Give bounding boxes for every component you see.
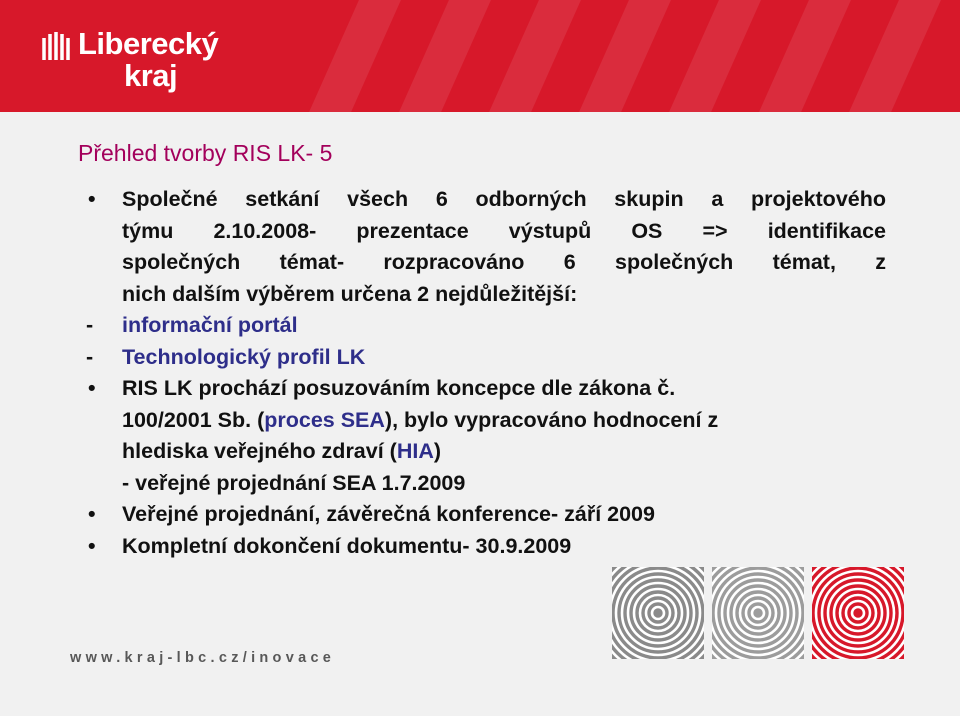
liberecky-kraj-logo[interactable] — [42, 26, 232, 96]
logo-mark-icon — [42, 30, 74, 64]
dash-item: - Technologický profil LK — [86, 344, 366, 369]
bullet-icon: • — [88, 187, 96, 211]
bullet-icon: • — [88, 502, 96, 526]
text-line: 100/2001 Sb. (proces SEA), bylo vypracováno hodnocení z — [122, 407, 719, 432]
bullet-item: • RIS LK prochází posuzováním koncepce dle zákona č. — [86, 373, 886, 405]
footer-url[interactable]: www.kraj-lbc.cz/inovace — [70, 650, 336, 666]
concentric-circles-icon — [712, 567, 804, 659]
bullet-item: • Kompletní dokončení dokumentu- 30.9.2009 — [86, 531, 886, 563]
text-line: - veřejné projednání SEA 1.7.2009 — [122, 470, 466, 495]
slide-title: Přehled tvorby RIS LK- 5 — [78, 140, 333, 166]
logo-text-liberecky: Liberecký — [78, 26, 219, 61]
bullet-item: • Veřejné projednání, závěrečná konference- září 2009 — [86, 499, 886, 531]
bullet-icon: • — [88, 533, 96, 558]
bullet-item: • Společné setkání všech 6 odborných skupin a projektového — [86, 184, 886, 216]
concentric-circles-icon — [612, 567, 704, 659]
text-line: týmu 2.10.2008- prezentace výstupů OS => identifikace — [122, 218, 886, 243]
logo-text-kraj: kraj — [124, 58, 178, 93]
concentric-circles-icon — [812, 567, 904, 659]
text-line: hlediska veřejného zdraví (HIA) — [122, 439, 442, 463]
dash-item: - informační portál — [86, 313, 298, 337]
header-banner — [0, 0, 960, 112]
text-line: společných témat- rozpracováno 6 společných témat, z — [122, 250, 886, 274]
slide-content — [86, 184, 886, 562]
bullet-icon: • — [88, 376, 96, 400]
text-line: nich dalším výběrem určena 2 nejdůležitější: — [122, 281, 578, 306]
